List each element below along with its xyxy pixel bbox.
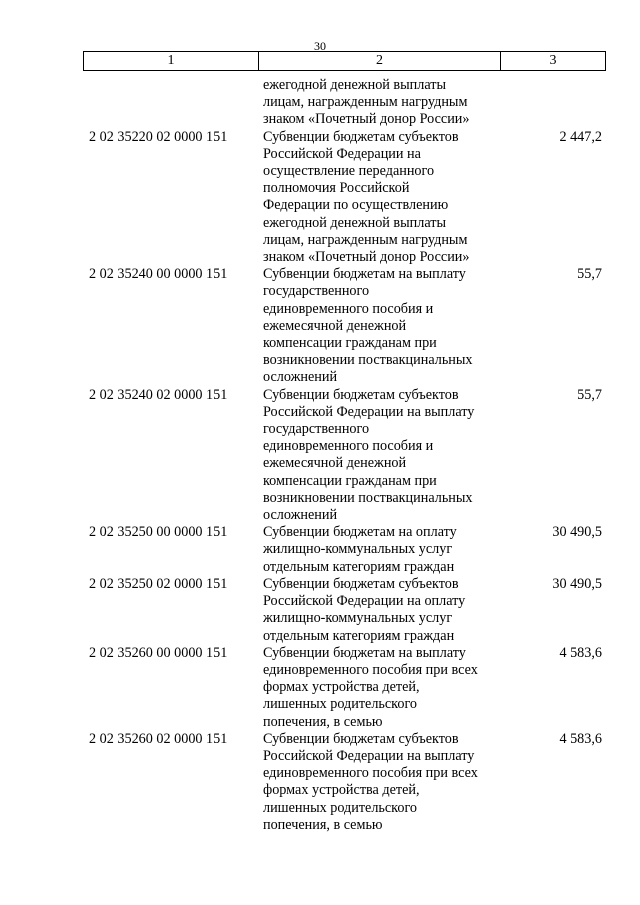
description-line: ежегодной денежной выплаты (263, 214, 447, 231)
row-amount: 2 447,2 (559, 128, 602, 145)
description-line: государственного (263, 421, 370, 438)
description-line: лицам, награжденным нагрудным (263, 231, 468, 248)
description-line: единовременного пособия и (263, 300, 434, 317)
description-line: знаком «Почетный донор России» (263, 249, 470, 266)
description-line: Российской Федерации на (263, 145, 421, 162)
description-line: жилищно-коммунальных услуг (263, 541, 453, 558)
description-line: отдельным категориям граждан (263, 558, 455, 575)
description-line: компенсации гражданам при (263, 472, 437, 489)
row-amount: 55,7 (577, 266, 602, 283)
table-row (0, 129, 640, 267)
row-description (263, 129, 508, 267)
row-description (263, 266, 508, 386)
description-line: ежемесячной денежной (263, 455, 407, 472)
description-line: единовременного пособия при всех (263, 765, 478, 782)
description-line: Субвенции бюджетам на выплату (263, 266, 466, 283)
description-line: осуществление переданного (263, 163, 435, 180)
row-amount: 55,7 (577, 386, 602, 403)
description-line: Субвенции бюджетам субъектов (263, 128, 459, 145)
description-line: лицам, награжденным нагрудным (263, 94, 468, 111)
description-line: Российской Федерации на выплату (263, 403, 475, 420)
row-code: 2 02 35240 00 0000 151 (89, 266, 228, 283)
header-col-3: 3 (549, 53, 557, 68)
header-col-1: 1 (84, 52, 259, 70)
description-line: попечения, в семью (263, 713, 383, 730)
table-row (0, 576, 640, 645)
description-line: отдельным категориям граждан (263, 627, 455, 644)
description-line: возникновении поствакцинальных (263, 489, 473, 506)
row-code: 2 02 35240 02 0000 151 (89, 386, 228, 403)
row-description (263, 524, 508, 576)
table-header (83, 51, 606, 71)
row-code: 2 02 35250 02 0000 151 (89, 575, 228, 592)
description-line: ежемесячной денежной (263, 317, 407, 334)
row-amount: 30 490,5 (552, 524, 602, 541)
description-line: знаком «Почетный донор России» (263, 111, 470, 128)
description-line: Субвенции бюджетам субъектов (263, 730, 459, 747)
table-row (0, 77, 640, 129)
description-line: Российской Федерации на выплату (263, 747, 475, 764)
description-line: формах устройства детей, (263, 782, 420, 799)
table-row (0, 524, 640, 576)
description-line: Субвенции бюджетам на выплату (263, 644, 466, 661)
row-description (263, 387, 508, 525)
row-amount: 4 583,6 (559, 730, 602, 747)
row-description (263, 645, 508, 731)
description-line: осложнений (263, 507, 338, 524)
description-line: Субвенции бюджетам на оплату (263, 524, 457, 541)
description-line: лишенных родительского (263, 696, 418, 713)
row-code: 2 02 35260 00 0000 151 (89, 644, 228, 661)
description-line: формах устройства детей, (263, 679, 420, 696)
description-line: государственного (263, 283, 370, 300)
row-description (263, 77, 508, 129)
table-row (0, 266, 640, 386)
table-body (0, 77, 640, 834)
row-description (263, 731, 508, 834)
description-line: Субвенции бюджетам субъектов (263, 575, 459, 592)
table-row (0, 645, 640, 731)
header-col-2: 2 (259, 52, 501, 70)
table-row (0, 731, 640, 834)
page-number: 30 (314, 39, 326, 53)
description-line: Субвенции бюджетам субъектов (263, 386, 459, 403)
row-code: 2 02 35260 02 0000 151 (89, 730, 228, 747)
description-line: жилищно-коммунальных услуг (263, 610, 453, 627)
description-line: ежегодной денежной выплаты (263, 77, 447, 93)
row-code: 2 02 35250 00 0000 151 (89, 524, 228, 541)
description-line: лишенных родительского (263, 799, 418, 816)
description-line: единовременного пособия при всех (263, 661, 478, 678)
row-amount: 30 490,5 (552, 575, 602, 592)
description-line: попечения, в семью (263, 816, 383, 833)
table-row (0, 387, 640, 525)
description-line: компенсации гражданам при (263, 335, 437, 352)
description-line: Федерации по осуществлению (263, 197, 449, 214)
description-line: осложнений (263, 369, 338, 386)
row-code: 2 02 35220 02 0000 151 (89, 128, 228, 145)
description-line: полномочия Российской (263, 180, 410, 197)
row-description (263, 576, 508, 645)
row-amount: 4 583,6 (559, 644, 602, 661)
description-line: единовременного пособия и (263, 438, 434, 455)
description-line: возникновении поствакцинальных (263, 352, 473, 369)
description-line: Российской Федерации на оплату (263, 593, 466, 610)
